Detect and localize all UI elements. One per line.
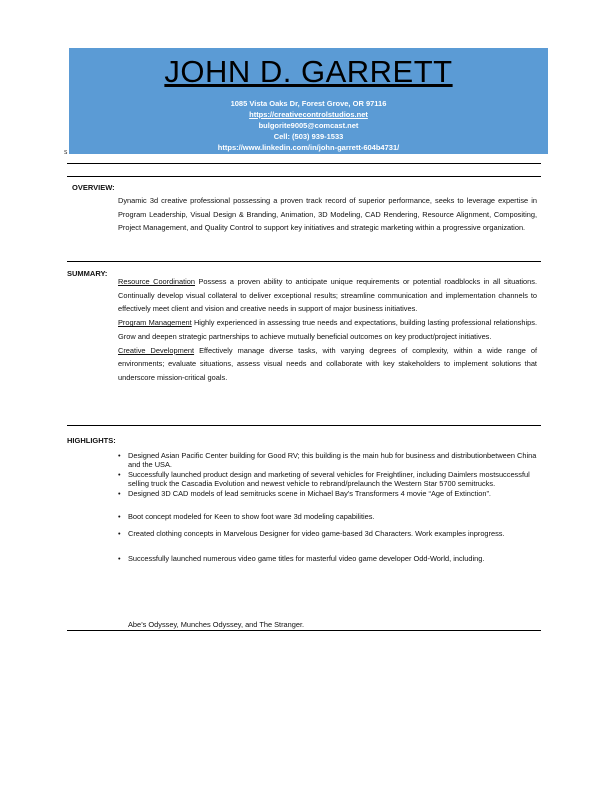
- overview-text: Dynamic 3d creative professional possessing a proven track record of superior performance, seeks to leverage expertise in Program Leadership, Visual Design & Branding, Animation, 3D Modeling, CAD Rendering, Resource Alignment, Compositing, Project Management, and Quality Control to support key initiatives and strategic marketing within a progressive organization.: [118, 196, 537, 233]
- summary-label: SUMMARY:: [67, 269, 108, 278]
- summary-list: [118, 275, 537, 385]
- summary-item-title: Resource Coordination: [118, 277, 196, 286]
- highlight-item: • Successfully launched numerous video game titles for masterful video game developer Odd-World, including.: [117, 554, 537, 563]
- candidate-name: JOHN D. GARRETT: [164, 54, 453, 89]
- highlight-item: • Designed Asian Pacific Center building for Good RV; this building is the main hub for business and distributionbetween China and the USA.: [117, 451, 537, 470]
- highlights-label: HIGHLIGHTS:: [67, 436, 116, 445]
- contact-block: [69, 98, 548, 153]
- summary-item-title: Program Management: [118, 318, 192, 328]
- divider-top: [67, 163, 541, 164]
- divider-summary: [67, 425, 541, 426]
- divider-top-thin: [67, 176, 541, 177]
- highlight-item: • Designed 3D CAD models of lead semitrucks scene in Michael Bay’s Transformers 4 movie “Age of Extinction”.: [117, 489, 537, 498]
- summary-item-text: Effectively manage diverse tasks, with varying degrees of complexity, within a wide range of environments; evaluate situations, assess visual needs and collaborate with key stakeholders to implement solutions that underscore mission-critical goals.: [118, 345, 538, 382]
- highlight-continuation: Abe’s Odyssey, Munches Odyssey, and The Stranger.: [128, 620, 305, 629]
- summary-item: [118, 316, 537, 343]
- summary-item: [118, 275, 537, 316]
- highlight-item: • Boot concept modeled for Keen to show foot ware 3d modeling capabilities.: [117, 512, 537, 521]
- highlight-item: • Successfully launched product design and marketing of several vehicles for Freightliner, including Daimlers mostsuccessful selling truck the Cascadia Evolution and newest vehicle to rebrand/prelaunch the Western Star 5700 semitrucks.: [117, 470, 537, 489]
- address: 1085 Vista Oaks Dr, Forest Grove, OR 97116: [230, 99, 387, 108]
- resume-header: [69, 48, 548, 154]
- linkedin-link[interactable]: https://www.linkedin.com/in/john-garrett-604b4731/: [217, 143, 400, 152]
- summary-item: [118, 344, 537, 385]
- overview-label: OVERVIEW:: [72, 183, 115, 192]
- divider-overview: [67, 261, 541, 262]
- website-link[interactable]: https://creativecontrolstudios.net: [249, 110, 368, 119]
- email[interactable]: bulgorite9005@comcast.net: [258, 121, 359, 130]
- summary-item-title: Creative Development: [118, 345, 195, 355]
- highlights-list: [117, 451, 537, 563]
- phone: Cell: (503) 939-1533: [273, 132, 344, 141]
- summary-item-text: Possess a proven ability to anticipate unique requirements or potential roadblocks in all situations. Continually develop visual collateral to deliver exceptional results; streamline communication and implementation channels to effectively meet client and vision and creative needs in support of major business initiatives.: [118, 277, 537, 314]
- stray-character: S: [64, 150, 68, 156]
- highlight-item: • Created clothing concepts in Marvelous Designer for video game-based 3d Characters. Work examples inprogress.: [117, 529, 537, 538]
- summary-item-text: Highly experienced in assessing true needs and expectations, building lasting professional relationships. Grow and deepen strategic partnerships to achieve mutually beneficial outcomes on key product/project initiatives.: [118, 318, 537, 341]
- divider-bottom: [67, 630, 541, 631]
